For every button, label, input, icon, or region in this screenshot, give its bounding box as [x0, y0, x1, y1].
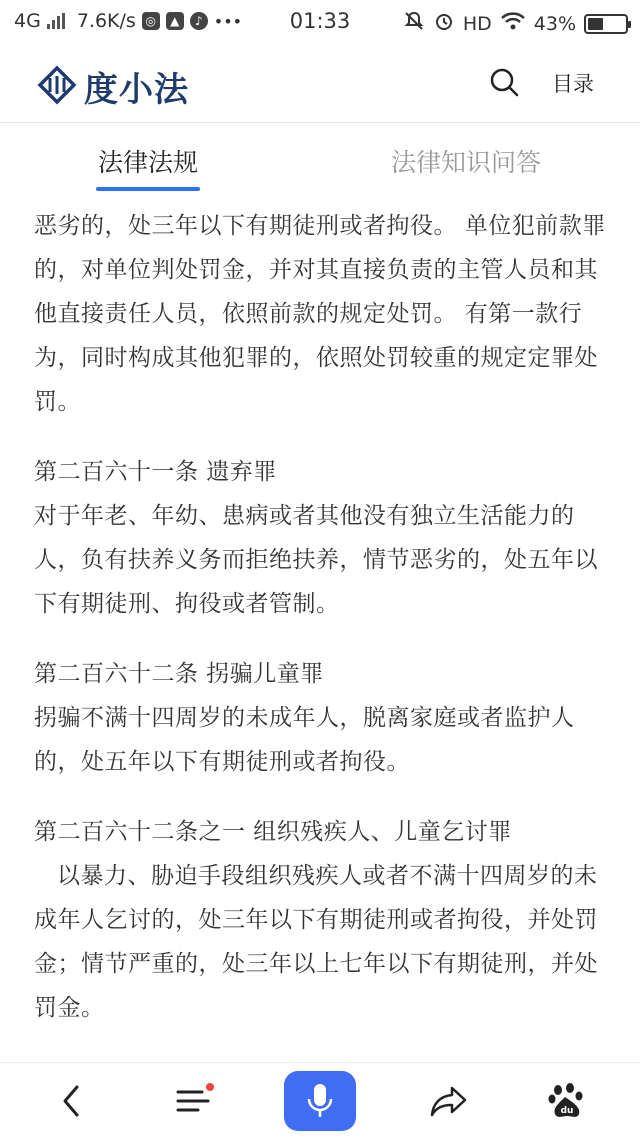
tab-laws[interactable]: 法律法规: [98, 148, 199, 177]
article-text: 对于年老、年幼、患病或者其他没有独立生活能力的人，负有扶养义务而拒绝扶养，情节恶劣的，处五年以下有期徒刑、拘役或者管制。: [34, 503, 598, 617]
notification-dot: [206, 1083, 214, 1091]
hd-badge: HD: [462, 12, 492, 35]
search-icon[interactable]: [488, 66, 520, 98]
mute-icon: [403, 10, 425, 37]
music-notification-icon: ♪: [190, 12, 208, 30]
logo-text: 度小法: [84, 70, 189, 110]
clock: 01:33: [289, 9, 351, 33]
list-icon[interactable]: [172, 1063, 214, 1139]
app-notification-icon: ◎: [142, 12, 160, 30]
article-paragraph: [34, 450, 614, 626]
article-text: 恶劣的，处三年以下有期徒刑或者拘役。 单位犯前款罪的，对单位判处罚金，并对其直接负责的主管人员和其他直接责任人员，依照前款的规定处罚。 有第一款行为，同时构成其他犯罪的，依照处罚较重的规定定罪处罚。: [34, 213, 606, 415]
article-paragraph: [34, 652, 614, 784]
active-tab-indicator: [96, 187, 200, 191]
share-icon[interactable]: [428, 1063, 470, 1139]
article-text: 拐骗不满十四周岁的未成年人，脱离家庭或者监护人的，处五年以下有期徒刑或者拘役。: [34, 705, 575, 775]
tab-bar: [0, 123, 640, 193]
status-bar: [0, 0, 640, 44]
battery-icon: [584, 14, 628, 34]
wifi-icon: [500, 11, 526, 36]
svg-text:du: du: [560, 1106, 574, 1116]
microphone-icon[interactable]: [284, 1071, 356, 1131]
baidu-paw-icon[interactable]: [546, 1063, 588, 1139]
network-speed: 7.6K/s: [76, 10, 136, 32]
battery-percent: 43%: [533, 12, 576, 35]
alarm-icon: [433, 10, 455, 37]
network-type: 4G: [14, 10, 41, 32]
article-content[interactable]: [34, 204, 614, 1059]
scales-logo-icon: [36, 64, 78, 110]
bottom-toolbar: [0, 1062, 640, 1139]
article-title: 第二百六十一条 遗弃罪: [34, 459, 277, 485]
logo[interactable]: [36, 62, 189, 111]
article-paragraph: [34, 204, 614, 424]
back-icon[interactable]: [50, 1063, 92, 1139]
app-header: [0, 44, 640, 122]
article-text: 以暴力、胁迫手段组织残疾人或者不满十四周岁的未成年人乞讨的，处三年以下有期徒刑或者拘役，并处罚金；情节严重的，处三年以上七年以下有期徒刑，并处罚金。: [34, 863, 598, 1021]
image-notification-icon: ▲: [166, 12, 184, 30]
article-title: 第二百六十二条之一 组织残疾人、儿童乞讨罪: [34, 819, 512, 845]
tab-legal-qa[interactable]: 法律知识问答: [391, 148, 542, 177]
article-title: 第二百六十二条 拐骗儿童罪: [34, 661, 324, 687]
catalog-button[interactable]: 目录: [552, 72, 594, 96]
status-right: [403, 10, 628, 37]
more-notifications-icon: •••: [213, 11, 243, 31]
article-paragraph: [34, 810, 614, 1030]
